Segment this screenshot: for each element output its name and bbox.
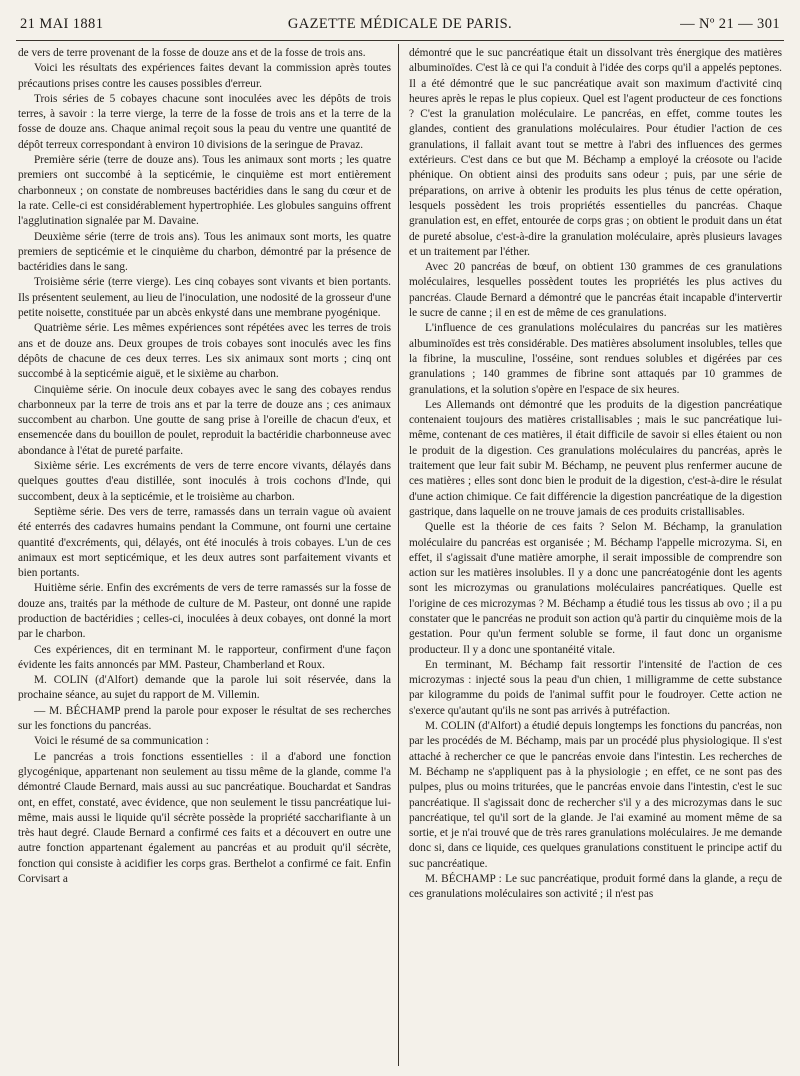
paragraph: M. COLIN (d'Alfort) a étudié depuis longtemps les fonctions du pancréas, non par les procédés de M. Béchamp, mais par un procédé plus physiologique. Il s'est attaché à rechercher ce que le pancréas envoie dans l'intestin. Les recherches de M. Béchamp ne s'appliquent pas à la physiologie ; en effet, ce ne sont pas des pulpes, plus ou moins triturées, que le pancréas envoie dans l'intestin, c'est le suc pancréatique. Il s'agissait donc de rechercher s'il y a des microzymas dans le suc pancréatique, tel qu'il sort de la glande. Je l'ai examiné au moment même de sa sortie, et je n'ai trouvé que de très rares granulations moléculaires. Je me demande donc si, dans ce liquide, ces quelques granulations constituent le principe actif du suc pancréatique. bbox=[409, 720, 782, 870]
paragraph: démontré que le suc pancréatique était un dissolvant très énergique des matières albuminoïdes. C'est là ce qui l'a conduit à l'idée des corps qu'il a appelés peptones. Il a été démontré que le suc pancréatique avait son maximum d'activité cinq heures après le repas le plus copieux. Quel est l'agent producteur de ces fonctions ? C'est la granulation moléculaire. Le pancréas, en effet, comme toutes les glandes, contient des granulations moléculaires. Pour étudier l'action de ces granulations, il fallait avant tout se mettre à l'abri des influences des germes extérieurs. C'est dans ce but que M. Béchamp a employé la créosote ou l'acide phénique. On obtient ainsi des produits sans odeur ; puis, par une série de préparations, on arrive à obtenir les produits les plus ténus de cette opération, lesquels possèdent les trois propriétés essentielles du pancréas. Chaque granulation est, en effet, entourée de corps gras ; on obtient le produit dans un état de pureté absolue, c'est-à-dire la granulation moléculaire, après plusieurs lavages et un traitement par l'éther. bbox=[409, 47, 782, 258]
paragraph: — M. BÉCHAMP prend la parole pour exposer le résultat de ses recherches sur les fonctions du pancréas. bbox=[18, 704, 391, 733]
paragraph: Les Allemands ont démontré que les produits de la digestion pancréatique contenaient toujours des matières cristallisables ; mais le suc pancréatique lui-même, contenant de ces matières, il était difficile de savoir si elles étaient ou non le produit de la digestion. Ces granulations moléculaires du pancréas, après le traitement que leur fait subir M. Béchamp, ne peuvent plus renfermer aucune de ces matières ; elles sont donc bien le produit de la digestion, c'est-à-dire le résulat d'une action chimique. Ce fait différencie la digestion pancréatique de la digestion gastrique, dans laquelle on ne trouve jamais de ces produits cristallisables. bbox=[409, 398, 782, 518]
paragraph: Quelle est la théorie de ces faits ? Selon M. Béchamp, la granulation moléculaire du pancréas est organisée ; M. Béchamp l'appelle microzyma. Si, en effet, il s'agissait d'une matière amorphe, il serait impossible de comprendre son action sur les matières insolubles. Il y a donc une pancréatogénie dont les agents sont les microzymas ou granulations moléculaires pancréatiques. Quelle est l'origine de ces microzymas ? M. Béchamp a étudié tous les tissus ab ovo ; il a pu constater que le pancréas ne produit son action qu'à partir du cinquième mois de la gestation. Pour qu'un ferment soluble se forme, il faut donc un organisme producteur. Il y a donc une spontanéité vitale. bbox=[409, 521, 782, 656]
paragraph: Troisième série (terre vierge). Les cinq cobayes sont vivants et bien portants. Ils présentent seulement, au lieu de l'inoculation, une nodosité de la grosseur d'une petite noisette, constituée par un abcès enkysté dans une membrane pyogénique. bbox=[18, 276, 391, 320]
page-number: — Nº 21 — 301 bbox=[680, 16, 780, 32]
paragraph: Sixième série. Les excréments de vers de terre encore vivants, délayés dans quelques gouttes d'eau distillée, sont inoculés à trois cochons d'Inde, qui succombent, deux à la septicémie, et le troisième au charbon. bbox=[18, 460, 391, 503]
column-divider bbox=[398, 44, 399, 1066]
issue-date: 21 MAI 1881 bbox=[20, 16, 104, 32]
paragraph: En terminant, M. Béchamp fait ressortir l'intensité de l'action de ces microzymas : injecté sous la peau d'un chien, 1 milligramme de cette substance par kilogramme du poids de l'animal suffit pour le foudroyer. Cette action ne s'exerce qu'autant qu'ils ne sont pas arrivés à putréfaction. bbox=[409, 658, 782, 717]
paragraph: M. COLIN (d'Alfort) demande que la parole lui soit réservée, dans la prochaine séance, au sujet du rapport de M. Villemin. bbox=[18, 674, 391, 702]
left-column bbox=[18, 46, 391, 1066]
paragraph: Ces expériences, dit en terminant M. le rapporteur, confirment d'une façon évidente les faits annoncés par MM. Pasteur, Chamberland et Roux. bbox=[18, 643, 391, 671]
paragraph: Septième série. Des vers de terre, ramassés dans un terrain vague où avaient été enterrés des cadavres humains pendant la Commune, ont fourni une certaine quantité d'excréments, qui, délayés, ont été inoculés à trois cobayes. L'un de ces animaux est mort septicémique, et les deux autres sont parfaitement vivants et bien portants. bbox=[18, 505, 391, 580]
paragraph: de vers de terre provenant de la fosse de douze ans et de la fosse de trois ans. bbox=[18, 47, 366, 59]
paragraph: Le pancréas a trois fonctions essentielles : il a d'abord une fonction glycogénique, appartenant non seulement au tissu même de la glande, comme l'a démontré Claude Bernard, mais aussi au suc pancréatique. Bouchardat et Sandras ont, en effet, constaté, avec évidence, que non seulement le tissu pancréatique lui-même, mais aussi le liquide qu'il sécrète possède la propriété saccharifiante à un très haut degré. Claude Bernard a confirmé ces faits et a découvert en outre une autre fonction appartenant également au pancréas et au produit qu'il sécrète, fonction qui consiste à acidifier les corps gras. Berthelot a confirmé ce fait. Enfin Corvisart a bbox=[18, 750, 391, 886]
paragraph: Quatrième série. Les mêmes expériences sont répétées avec les terres de trois ans et de douze ans. Deux groupes de trois cobayes sont inoculés avec les fins dépôts de chacune de ces deux terres. Les six animaux sont morts ; cinq ont succombé à la septicémie aiguë, et le sixième au charbon. bbox=[18, 322, 391, 381]
paragraph: Cinquième série. On inocule deux cobayes avec le sang des cobayes rendus charbonneux par la terre de trois ans et par la terre de douze ans ; ces animaux succombent au charbon. Une goutte de sang prise à l'oreille de chacun d'eux, et ensemencée dans du bouillon de poulet, reproduit la bactéridie charbonneuse avec abondance à l'état de pureté parfaite. bbox=[18, 383, 391, 457]
paragraph: Trois séries de 5 cobayes chacune sont inoculées avec les dépôts de trois terres, à savoir : la terre vierge, la terre de la fosse de trois ans et la terre de la fosse de douze ans. Chaque animal reçoit sous la peau du ventre une quantité de dépôt terreux correspondant à environ 10 divisions de la seringue de Pravaz. bbox=[18, 92, 391, 151]
right-column bbox=[409, 46, 782, 1066]
journal-title: GAZETTE MÉDICALE DE PARIS. bbox=[287, 16, 513, 32]
paragraph: Avec 20 pancréas de bœuf, on obtient 130 grammes de ces granulations moléculaires, lesquelles possèdent toutes les propriétés les plus actives du pancréas. Claude Bernard a démontré que le pancréas était incapable d'intervertir le sucre de canne ; il en est de même de ces granulations. bbox=[409, 261, 782, 320]
paragraph: Deuxième série (terre de trois ans). Tous les animaux sont morts, les quatre premiers de septicémie et le cinquième du charbon, démontré par la présence de bactéridies dans le sang. bbox=[18, 230, 391, 274]
paragraph: Première série (terre de douze ans). Tous les animaux sont morts ; les quatre premiers ont succombé à la septicémie, le cinquième est mort entièrement charbonneux ; on constate de nombreuses bactéridies dans le sang du cœur et de la rate. Celle-ci est considérablement hypertrophiée. Les globules sanguins offrent l'agglutination signalée par M. Davaine. bbox=[18, 154, 391, 228]
paragraph: Voici le résumé de sa communication : bbox=[34, 735, 209, 748]
paragraph: Huitième série. Enfin des excréments de vers de terre ramassés sur la fosse de douze ans, traités par la méthode de culture de M. Pasteur, ont donné une rapide production de bactéridies ; celles-ci, inoculées à deux cobayes, ont donné la mort par le charbon. bbox=[18, 582, 391, 641]
paragraph: M. BÉCHAMP : Le suc pancréatique, produit formé dans la glande, a reçu de ces granulations moléculaires son activité ; il n'est pas bbox=[409, 873, 782, 901]
paragraph: Voici les résultats des expériences faites devant la commission après toutes précautions prises contre les causes possibles d'erreur. bbox=[18, 62, 391, 90]
header-rule bbox=[16, 40, 784, 41]
running-header bbox=[18, 14, 782, 36]
paragraph: L'influence de ces granulations moléculaires du pancréas sur les matières albuminoïdes est très considérable. Des matières absolument insolubles, telles que la fibrine, la musculine, l'osséine, sont rendues solubles et digérées par ces granulations ; 140 grammes de fibrine sont attaqués par 10 grammes de granulations, et la solution s'opère en l'espace de six heures. bbox=[409, 322, 782, 396]
